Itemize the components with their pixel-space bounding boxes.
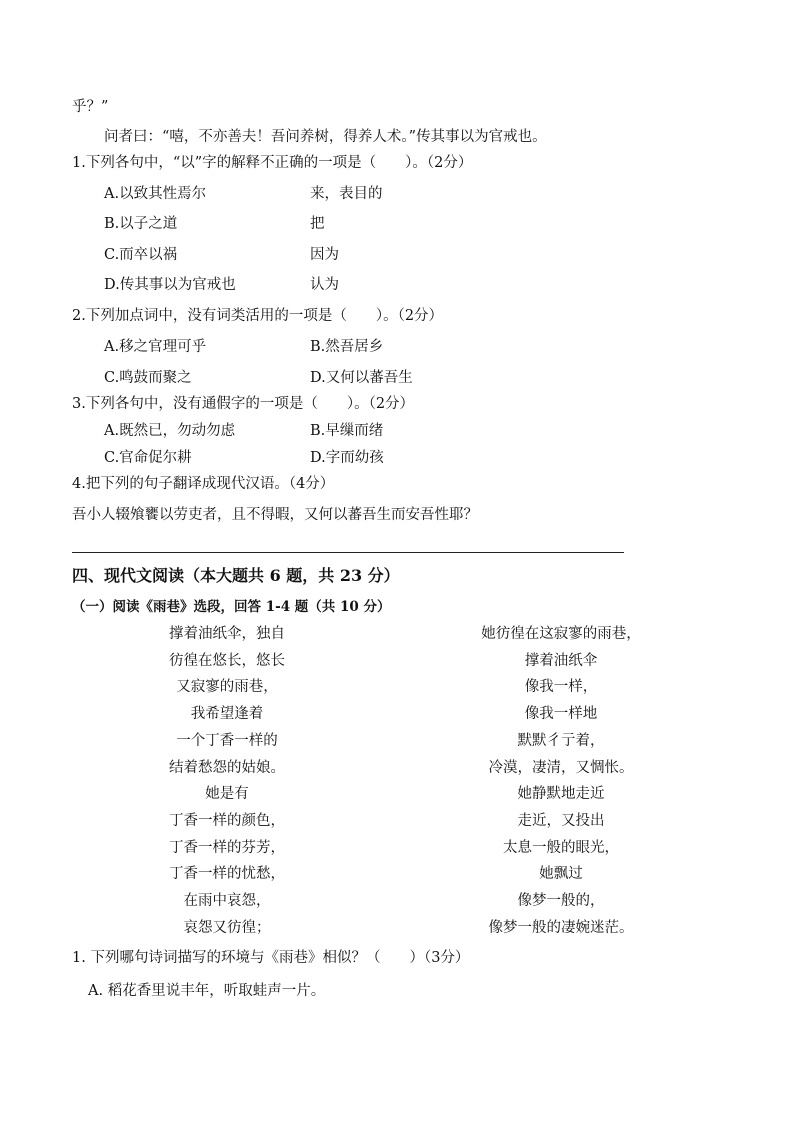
poem-line: 丁香一样的颜色，	[169, 813, 285, 829]
answer-line	[72, 552, 624, 553]
poem-line: 撑着油纸伞	[524, 653, 598, 669]
poem-line: 撑着油纸伞，独自	[169, 626, 285, 642]
q3-option-c: C.官命促尔耕	[104, 450, 192, 466]
poem-question-1-option-a: A. 稻花香里说丰年，听取蛙声一片。	[88, 983, 326, 999]
q1-option-a: A.以致其性焉尔	[104, 186, 207, 202]
poem-line: 她彷徨在这寂寥的雨巷，	[481, 626, 641, 642]
poem-line: 她飘过	[539, 866, 583, 882]
poem-line: 太息一般的眼光，	[503, 840, 619, 856]
q2-option-c: C.鸣鼓而聚之	[104, 370, 192, 386]
q3-option-b: B.早缫而绪	[310, 423, 384, 439]
poem-line: 彷徨在悠长，悠长	[169, 653, 285, 669]
q2-option-d: D.又何以蕃吾生	[310, 370, 413, 386]
poem-question-1-stem: 1. 下列哪句诗词描写的环境与《雨巷》相似？（ ）（3分）	[72, 950, 470, 966]
poem-line: 冷漠，凄清，又惆怅。	[488, 760, 634, 776]
poem-line: 哀怨又彷徨；	[183, 920, 271, 936]
q1-option-d-gloss: 认为	[310, 277, 339, 293]
q2-option-a: A.移之官理可乎	[104, 339, 207, 355]
subsection-heading: （一）阅读《雨巷》选段，回答 1-4 题（共 10 分）	[72, 599, 391, 615]
poem-line: 默默彳亍着，	[517, 733, 605, 749]
poem-line: 结着愁怨的姑娘。	[169, 760, 285, 776]
poem-line: 走近，又投出	[517, 813, 605, 829]
q1-option-b-gloss: 把	[310, 216, 325, 232]
poem-line: 像我一样，	[524, 679, 598, 695]
q1-option-c-gloss: 因为	[310, 247, 339, 263]
poem-line: 像梦一般的凄婉迷茫。	[488, 920, 634, 936]
q2-option-b: B.然吾居乡	[310, 339, 384, 355]
question-4-sentence: 吾小人辍飧饔以劳吏者，且不得暇，又何以蕃吾生而安吾性耶？	[72, 507, 478, 523]
question-3-stem: 3.下列各句中，没有通假字的一项是（ ）。（2分）	[72, 396, 415, 412]
section-heading: 四、现代文阅读（本大题共 6 题，共 23 分）	[72, 566, 400, 585]
poem-line: 一个丁香一样的	[176, 733, 278, 749]
text-line: 问者曰：“嘻，不亦善夫！吾问养树，得养人术。”传其事以为官戒也。	[104, 129, 547, 145]
q3-option-a: A.既然已，勿动勿虑	[104, 423, 236, 439]
poem-line: 丁香一样的芬芳，	[169, 840, 285, 856]
text-line: 乎？”	[72, 99, 109, 115]
poem-line: 我希望逢着	[190, 706, 264, 722]
poem-line: 她是有	[205, 786, 249, 802]
question-4-stem: 4.把下列的句子翻译成现代汉语。（4分）	[72, 476, 335, 492]
poem-line: 她静默地走近	[517, 786, 605, 802]
poem-line: 又寂寥的雨巷，	[176, 679, 278, 695]
poem-line: 像我一样地	[524, 706, 598, 722]
q1-option-b: B.以子之道	[104, 216, 178, 232]
poem-line: 在雨中哀怨，	[183, 893, 271, 909]
q1-option-d: D.传其事以为官戒也	[104, 277, 236, 293]
poem-line: 丁香一样的忧愁，	[169, 866, 285, 882]
question-1-stem: 1.下列各句中，“以”字的解释不正确的一项是（ ）。（2分）	[72, 155, 473, 171]
q1-option-c: C.而卒以祸	[104, 247, 178, 263]
question-2-stem: 2.下列加点词中，没有词类活用的一项是（ ）。（2分）	[72, 308, 444, 324]
q3-option-d: D.字而幼孩	[310, 450, 384, 466]
poem-line: 像梦一般的，	[517, 893, 605, 909]
q1-option-a-gloss: 来，表目的	[310, 186, 383, 202]
